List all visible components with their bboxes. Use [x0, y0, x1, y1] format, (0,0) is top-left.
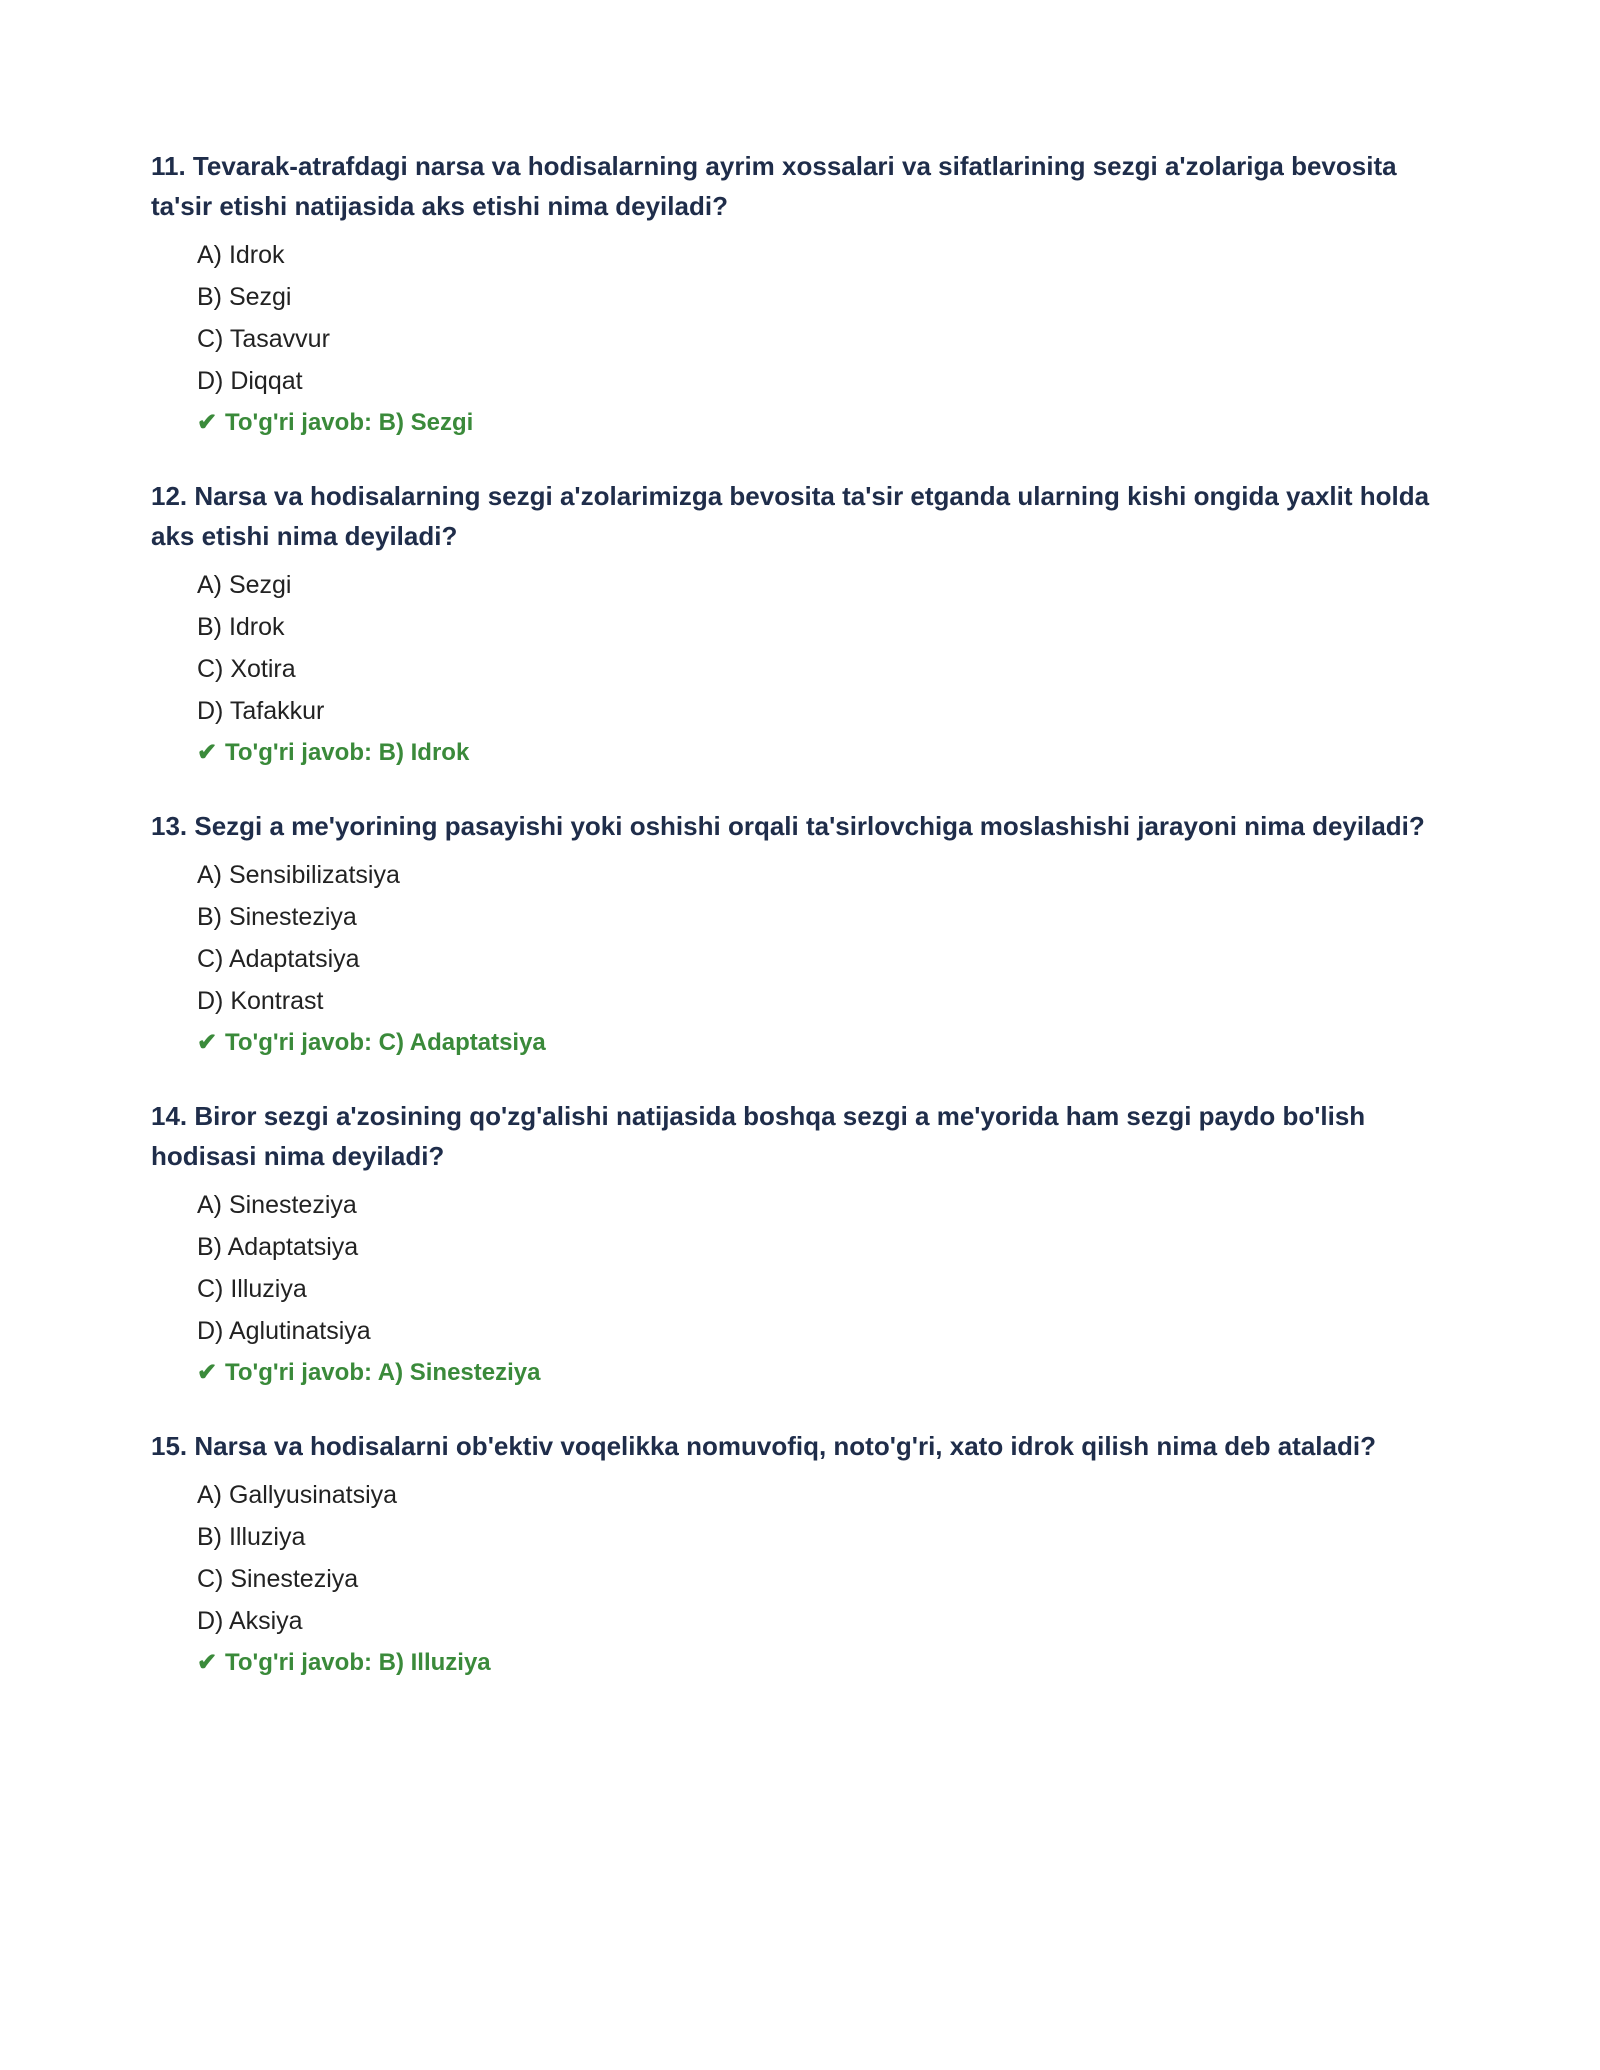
- option-c: C) Xotira: [197, 655, 296, 683]
- option-c: C) Adaptatsiya: [197, 945, 360, 973]
- option-d: D) Aksiya: [197, 1607, 303, 1635]
- check-mark-icon: ✔: [197, 1649, 218, 1676]
- option-b: B) Adaptatsiya: [197, 1233, 359, 1261]
- correct-answer-text: To'g'ri javob: A) Sinesteziya: [225, 1359, 541, 1386]
- option-list: [151, 564, 1441, 732]
- option-a: A) Idrok: [197, 241, 285, 269]
- correct-answer: [151, 732, 1441, 774]
- option-list: [151, 1184, 1441, 1352]
- option-d: D) Tafakkur: [197, 697, 325, 725]
- option-d: D) Kontrast: [197, 987, 324, 1015]
- option-c: C) Illuziya: [197, 1275, 307, 1303]
- correct-answer-text: To'g'ri javob: C) Adaptatsiya: [225, 1029, 546, 1056]
- question-title: 11. Tevarak-atrafdagi narsa va hodisalarning ayrim xossalari va sifatlarining sezgi a'zolariga bevosita ta'sir etishi natijasida aks etishi nima deyiladi?: [151, 151, 1397, 221]
- option-d: D) Aglutinatsiya: [197, 1317, 371, 1345]
- question-13: [151, 806, 1441, 1064]
- question-title: 14. Biror sezgi a'zosining qo'zg'alishi natijasida boshqa sezgi a me'yorida ham sezgi paydo bo'lish hodisasi nima deyiladi?: [151, 1101, 1366, 1171]
- option-list: [151, 854, 1441, 1022]
- check-mark-icon: ✔: [197, 739, 218, 766]
- option-a: A) Gallyusinatsiya: [197, 1481, 398, 1509]
- option-list: [151, 234, 1441, 402]
- option-a: A) Sinesteziya: [197, 1191, 357, 1219]
- question-11: [151, 146, 1441, 444]
- correct-answer-text: To'g'ri javob: B) Sezgi: [225, 409, 474, 436]
- question-title: 13. Sezgi a me'yorining pasayishi yoki oshishi orqali ta'sirlovchiga moslashishi jarayoni nima deyiladi?: [151, 811, 1425, 841]
- question-14: [151, 1096, 1441, 1394]
- option-b: B) Sezgi: [197, 283, 292, 311]
- option-b: B) Illuziya: [197, 1523, 306, 1551]
- option-a: A) Sezgi: [197, 571, 292, 599]
- option-c: C) Tasavvur: [197, 325, 330, 353]
- question-12: [151, 476, 1441, 774]
- option-b: B) Idrok: [197, 613, 285, 641]
- question-15: [151, 1426, 1441, 1684]
- option-list: [151, 1474, 1441, 1642]
- correct-answer: [151, 1642, 1441, 1684]
- question-title: 15. Narsa va hodisalarni ob'ektiv voqelikka nomuvofiq, noto'g'ri, xato idrok qilish nima deb ataladi?: [151, 1431, 1376, 1461]
- correct-answer: [151, 402, 1441, 444]
- correct-answer: [151, 1352, 1441, 1394]
- check-mark-icon: ✔: [197, 409, 218, 436]
- question-title: 12. Narsa va hodisalarning sezgi a'zolarimizga bevosita ta'sir etganda ularning kishi ongida yaxlit holda aks etishi nima deyiladi?: [151, 481, 1430, 551]
- option-d: D) Diqqat: [197, 367, 303, 395]
- correct-answer-text: To'g'ri javob: B) Illuziya: [225, 1649, 491, 1676]
- option-a: A) Sensibilizatsiya: [197, 861, 400, 889]
- check-mark-icon: ✔: [197, 1029, 218, 1056]
- correct-answer-text: To'g'ri javob: B) Idrok: [225, 739, 470, 766]
- quiz-page: [151, 146, 1441, 1716]
- check-mark-icon: ✔: [197, 1359, 218, 1386]
- option-c: C) Sinesteziya: [197, 1565, 359, 1593]
- option-b: B) Sinesteziya: [197, 903, 357, 931]
- correct-answer: [151, 1022, 1441, 1064]
